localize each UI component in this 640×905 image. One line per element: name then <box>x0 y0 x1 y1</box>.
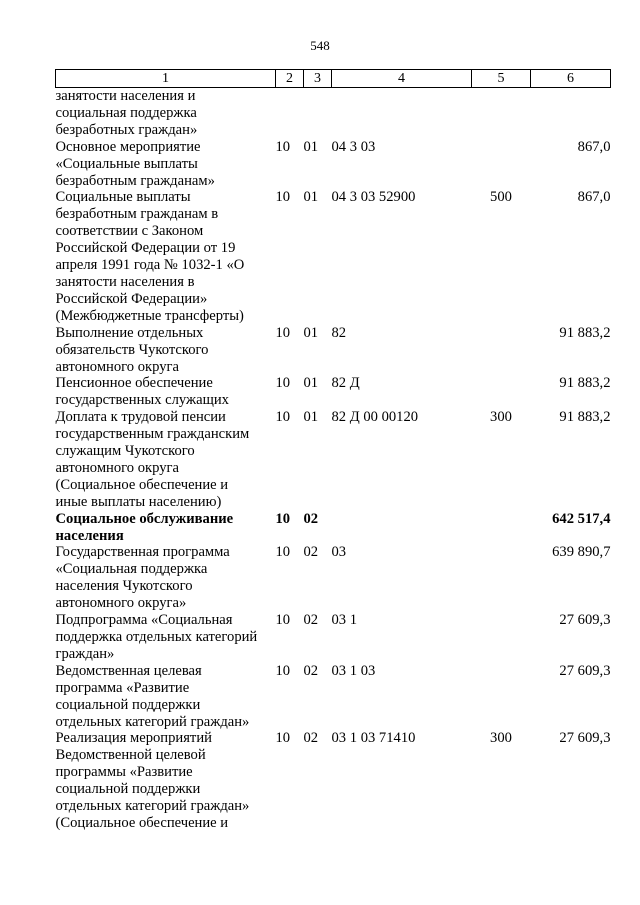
table-row <box>56 511 611 545</box>
column-header-2: 2 <box>276 70 304 88</box>
row-amount-cell: 642 517,4 <box>552 510 611 527</box>
row-target-cell <box>332 88 472 139</box>
row-section-cell <box>276 88 304 139</box>
row-expense-cell <box>472 88 531 139</box>
row-expense-cell: 300 <box>490 409 512 426</box>
row-target-cell: 04 3 03 <box>331 138 376 155</box>
row-name-cell: Доплата к трудовой пенсии государственным гражданским служащим Чукотского автономного округа (Социальное обеспечение и иные выплаты населению) <box>55 409 250 510</box>
table-row <box>56 612 611 663</box>
row-section-cell: 10 <box>275 324 291 341</box>
row-section-cell: 10 <box>275 662 291 679</box>
table-row <box>56 375 611 409</box>
row-subsection-cell: 01 <box>303 189 319 206</box>
row-subsection-cell <box>304 88 332 139</box>
row-target-cell: 03 1 <box>331 612 358 629</box>
row-target-cell: 03 <box>331 544 347 561</box>
row-section-cell: 10 <box>275 730 291 747</box>
row-expense-cell <box>472 139 531 190</box>
row-subsection-cell: 01 <box>303 324 319 341</box>
row-expense-cell: 500 <box>490 189 512 206</box>
row-amount-cell: 27 609,3 <box>559 730 611 747</box>
row-name-cell: Социальное обслуживание населения <box>55 510 234 544</box>
row-target-cell: 04 3 03 52900 <box>331 189 416 206</box>
table-body <box>56 88 611 832</box>
row-subsection-cell: 02 <box>303 730 319 747</box>
row-expense-cell: 300 <box>490 730 512 747</box>
table-header-row <box>56 70 611 88</box>
table-row <box>56 88 611 139</box>
row-amount-cell: 27 609,3 <box>559 612 611 629</box>
row-expense-cell <box>472 544 531 612</box>
table-row <box>56 663 611 731</box>
column-header-4: 4 <box>332 70 472 88</box>
table-row <box>56 325 611 376</box>
table-row <box>56 730 611 831</box>
row-name-cell: Реализация мероприятий Ведомственной целевой программы «Развитие социальной поддержки отдельных категорий граждан» (Социальное обеспечение и <box>55 730 250 831</box>
row-target-cell: 03 1 03 71410 <box>331 730 416 747</box>
row-subsection-cell: 01 <box>303 138 319 155</box>
row-section-cell: 10 <box>275 612 291 629</box>
row-amount-cell: 639 890,7 <box>552 544 611 561</box>
row-name-cell: Выполнение отдельных обязательств Чукотского автономного округа <box>55 324 209 375</box>
row-section-cell: 10 <box>275 544 291 561</box>
row-target-cell: 82 <box>331 324 347 341</box>
row-name-cell: Основное мероприятие «Социальные выплаты безработным гражданам» <box>55 138 215 189</box>
row-target-cell: 82 Д 00 00120 <box>331 409 419 426</box>
row-name-cell: Социальные выплаты безработным гражданам в соответствии с Законом Российской Федерации от 19 апреля 1991 года № 1032-1 «О занятости населения в Российской Федерации» (Межбюджетные трансферты) <box>55 189 245 324</box>
table-row <box>56 189 611 324</box>
budget-table <box>55 69 611 832</box>
row-section-cell: 10 <box>275 409 291 426</box>
row-expense-cell <box>472 511 531 545</box>
row-expense-cell <box>472 612 531 663</box>
row-section-cell: 10 <box>275 138 291 155</box>
table-row <box>56 409 611 510</box>
column-header-3: 3 <box>304 70 332 88</box>
row-amount-cell: 91 883,2 <box>559 375 611 392</box>
row-amount-cell: 867,0 <box>577 138 611 155</box>
column-header-5: 5 <box>472 70 531 88</box>
column-header-1: 1 <box>56 70 276 88</box>
row-name-cell: Ведомственная целевая программа «Развитие социальной поддержки отдельных категорий граждан» <box>55 662 250 730</box>
row-subsection-cell: 02 <box>303 510 319 527</box>
row-section-cell: 10 <box>275 510 291 527</box>
page-number: 548 <box>310 38 330 53</box>
row-amount-cell: 867,0 <box>577 189 611 206</box>
row-target-cell <box>332 511 472 545</box>
row-subsection-cell: 01 <box>303 409 319 426</box>
table-row <box>56 139 611 190</box>
row-name-cell: занятости населения и социальная поддержка безработных граждан» <box>55 88 198 138</box>
table-row <box>56 544 611 612</box>
row-expense-cell <box>472 375 531 409</box>
column-header-6: 6 <box>531 70 611 88</box>
row-amount-cell: 27 609,3 <box>559 662 611 679</box>
row-subsection-cell: 02 <box>303 612 319 629</box>
row-expense-cell <box>472 325 531 376</box>
row-expense-cell <box>472 663 531 731</box>
row-amount-cell <box>531 88 611 139</box>
row-target-cell: 03 1 03 <box>331 662 376 679</box>
row-amount-cell: 91 883,2 <box>559 324 611 341</box>
row-name-cell: Государственная программа «Социальная поддержка населения Чукотского автономного округа» <box>55 544 230 612</box>
row-name-cell: Подпрограмма «Социальная поддержка отдельных категорий граждан» <box>55 612 258 662</box>
row-section-cell: 10 <box>275 189 291 206</box>
row-amount-cell: 91 883,2 <box>559 409 611 426</box>
row-subsection-cell: 02 <box>303 544 319 561</box>
row-target-cell: 82 Д <box>331 375 360 392</box>
row-name-cell: Пенсионное обеспечение государственных служащих <box>55 375 229 409</box>
row-subsection-cell: 02 <box>303 662 319 679</box>
row-section-cell: 10 <box>275 375 291 392</box>
row-subsection-cell: 01 <box>303 375 319 392</box>
